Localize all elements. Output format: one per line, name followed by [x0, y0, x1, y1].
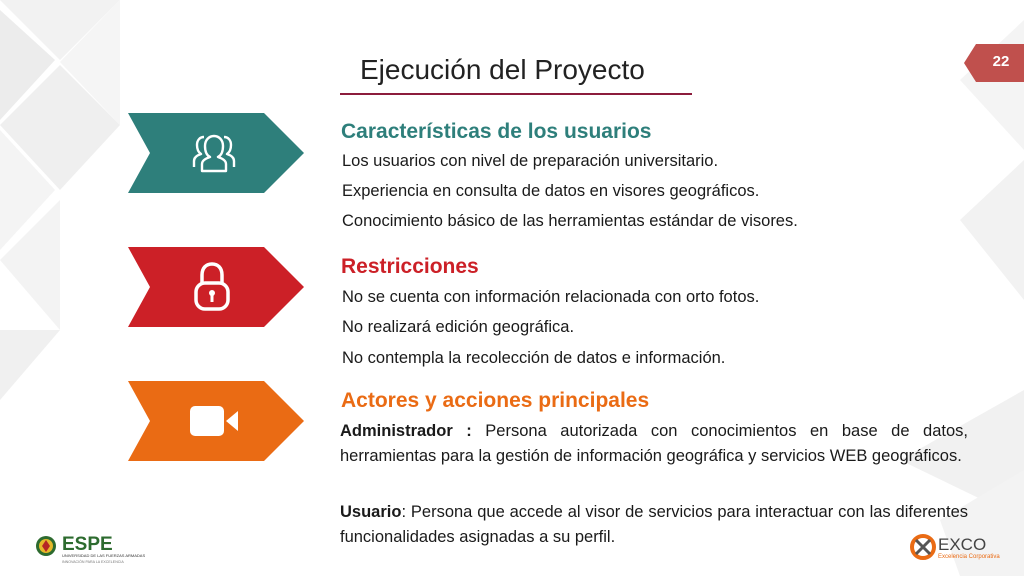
- section-heading-actors: Actores y acciones principales: [341, 389, 650, 412]
- section-banner-users: [128, 113, 304, 193]
- section-banner-restrictions: [128, 247, 304, 327]
- exco-logo-name: EXCO: [938, 535, 987, 554]
- list-item: No se cuenta con información relacionada con orto fotos.: [342, 288, 760, 306]
- espe-logo: [34, 530, 146, 566]
- actor-description: [340, 419, 968, 469]
- list-item: No contempla la recolección de datos e información.: [342, 349, 726, 367]
- section-heading-restrictions: Restricciones: [341, 255, 479, 278]
- list-item: Conocimiento básico de las herramientas estándar de visores.: [342, 212, 798, 230]
- espe-logo-line1: UNIVERSIDAD DE LAS FUERZAS ARMADAS: [62, 553, 146, 558]
- actor-text: : Persona que accede al visor de servicios para interactuar con las diferentes funcionalidades asignadas a su perfil.: [340, 503, 968, 546]
- list-item: No realizará edición geográfica.: [342, 318, 575, 336]
- video-camera-icon: [188, 403, 240, 439]
- padlock-icon: [192, 261, 232, 313]
- actor-name: Usuario: [340, 503, 402, 521]
- list-item: Experiencia en consulta de datos en visores geográficos.: [342, 182, 760, 200]
- espe-logo-line2: INNOVACIÓN PARA LA EXCELENCIA: [62, 560, 124, 564]
- actor-description: [340, 500, 968, 550]
- section-heading-users: Características de los usuarios: [341, 120, 652, 143]
- exco-logo: [910, 533, 1000, 561]
- page-number: 22: [992, 53, 1010, 70]
- page-number-badge: [964, 44, 1024, 82]
- actor-name: Administrador :: [340, 422, 472, 440]
- slide-title: Ejecución del Proyecto: [360, 54, 645, 85]
- list-item: Los usuarios con nivel de preparación universitario.: [342, 152, 719, 170]
- espe-logo-name: ESPE: [62, 534, 113, 555]
- actor-text: Persona autorizada con conocimientos en base de datos, herramientas para la gestión de información geográfica y servicios WEB geográficos.: [340, 422, 968, 465]
- section-banner-actors: [128, 381, 304, 461]
- users-icon: [186, 131, 242, 175]
- title-underline: [340, 93, 692, 95]
- exco-logo-tagline: Excelencia Corporativa: [938, 554, 1000, 560]
